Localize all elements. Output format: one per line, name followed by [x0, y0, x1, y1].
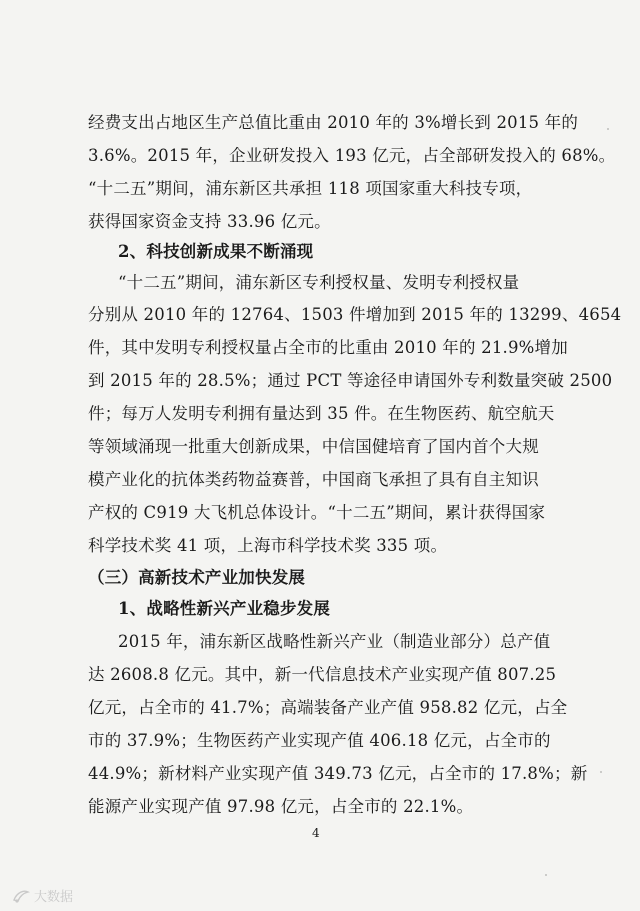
text-line: 3.6%。2015 年，企业研发投入 193 亿元，占全部研发投入的 68%。 — [88, 146, 616, 165]
text-line: 达 2608.8 亿元。其中，新一代信息技术产业实现产值 807.25 — [88, 665, 557, 684]
watermark-text: 大数据 — [34, 890, 74, 905]
text-line: 模产业化的抗体类药物益赛普，中国商飞承担了具有自主知识 — [88, 470, 539, 489]
text-line: 件；每万人发明专利拥有量达到 35 件。在生物医药、航空航天 — [88, 404, 555, 423]
scan-speck — [607, 128, 609, 130]
watermark — [12, 886, 73, 905]
text-line: 44.9%；新材料产业实现产值 349.73 亿元，占全市的 17.8%；新 — [88, 764, 588, 783]
text-line: 2015 年，浦东新区战略性新兴产业（制造业部分）总产值 — [118, 632, 551, 651]
text-line: 分别从 2010 年的 12764、1503 件增加到 2015 年的 13299、4654 — [88, 305, 622, 324]
logo-icon — [12, 888, 30, 904]
scan-speck — [545, 874, 547, 876]
text-line: 获得国家资金支持 33.96 亿元。 — [88, 212, 331, 231]
text-line: “十二五”期间，浦东新区共承担 118 项国家重大科技专项， — [88, 179, 533, 198]
text-line: 亿元，占全市的 41.7%；高端装备产业产值 958.82 亿元，占全 — [88, 698, 568, 717]
text-line: 能源产业实现产值 97.98 亿元，占全市的 22.1%。 — [88, 797, 474, 816]
text-line: 件，其中发明专利授权量占全市的比重由 2010 年的 21.9%增加 — [88, 338, 568, 357]
text-line: 产权的 C919 大飞机总体设计。“十二五”期间，累计获得国家 — [88, 503, 546, 522]
section-heading: 2、科技创新成果不断涌现 — [118, 242, 314, 261]
page-number: 4 — [312, 826, 320, 840]
text-line: 经费支出占地区生产总值比重由 2010 年的 3%增长到 2015 年的 — [88, 113, 579, 132]
text-line: 科学技术奖 41 项，上海市科学技术奖 335 项。 — [88, 536, 448, 555]
section-heading: （三）高新技术产业加快发展 — [88, 568, 306, 587]
text-line: 等领域涌现一批重大创新成果，中信国健培育了国内首个大规 — [88, 437, 539, 456]
text-line: 到 2015 年的 28.5%；通过 PCT 等途径申请国外专利数量突破 2500 — [88, 371, 613, 390]
subsection-heading: 1、战略性新兴产业稳步发展 — [118, 599, 331, 618]
text-line: 市的 37.9%；生物医药产业实现产值 406.18 亿元，占全市的 — [88, 731, 551, 750]
text-line: “十二五”期间，浦东新区专利授权量、发明专利授权量 — [118, 273, 520, 292]
scan-speck — [600, 771, 602, 773]
